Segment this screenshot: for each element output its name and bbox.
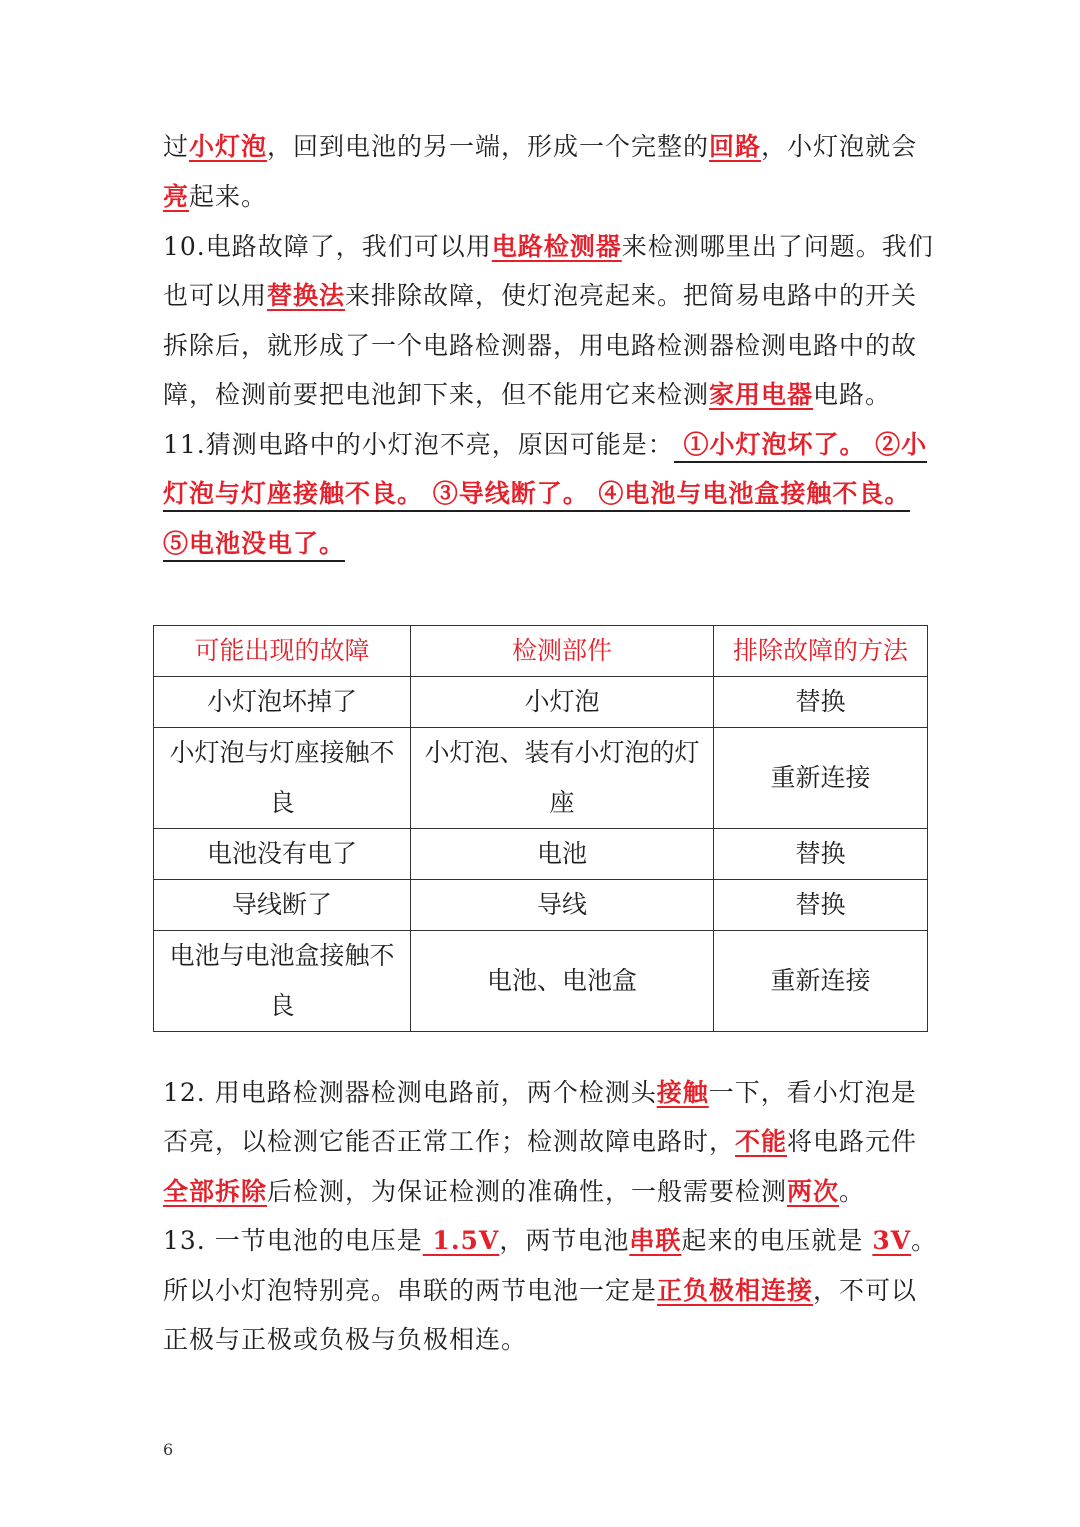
text-line: [163, 420, 927, 470]
text-segment: ，回到电池的另一端，形成一个完整的: [267, 132, 710, 161]
text-line: [163, 321, 917, 371]
cell-part: 电池: [411, 829, 714, 880]
highlighted-answer: 接触: [656, 1078, 709, 1107]
answer-blank: 灯泡与灯座接触不良。 ③导线断了。 ④电池与电池盒接触不良。: [163, 479, 910, 512]
text-segment: ，两节电池: [499, 1226, 630, 1255]
highlighted-answer: 替换法: [267, 281, 346, 310]
text-segment: 起来。: [189, 182, 268, 211]
text-segment: 过: [163, 132, 190, 161]
text-segment: 来检测哪里出了问题。我们: [621, 232, 934, 261]
cell-method: 替换: [714, 677, 928, 728]
text-segment: 障，检测前要把电池卸下来，但不能用它来检测: [163, 380, 710, 409]
text-segment: 也可以用: [163, 281, 268, 310]
table-row: [154, 931, 928, 1032]
highlighted-answer: 正负极相连接: [657, 1276, 814, 1305]
text-segment: 11.猜测电路中的小灯泡不亮，原因可能是：: [163, 430, 674, 459]
fault-table: [153, 625, 928, 1032]
highlighted-answer: 电路检测器: [491, 232, 622, 261]
text-segment: 拆除后，就形成了一个电路检测器，用电路检测器检测电路中的故: [163, 331, 918, 360]
cell-method: 重新连接: [714, 728, 928, 829]
text-line: [163, 519, 345, 569]
text-line: [163, 1068, 917, 1118]
highlighted-answer: 小灯泡: [189, 132, 268, 161]
text-segment: 12. 用电路检测器检测电路前，两个检测头: [163, 1078, 657, 1107]
cell-part: 电池、电池盒: [411, 931, 714, 1032]
cell-method: 重新连接: [714, 931, 928, 1032]
table-row: [154, 880, 928, 931]
cell-fault: 小灯泡与灯座接触不良: [154, 728, 411, 829]
text-segment: 否亮，以检测它能否正常工作；检测故障电路时，: [163, 1127, 736, 1156]
table-row: [154, 677, 928, 728]
text-segment: 来排除故障，使灯泡亮起来。把简易电路中的开关: [345, 281, 918, 310]
header-fault: 可能出现的故障: [154, 626, 411, 677]
text-line: [163, 1266, 917, 1316]
highlighted-answer: 3V: [872, 1226, 912, 1255]
text-segment: ，不可以: [813, 1276, 918, 1305]
highlighted-answer: 亮: [163, 182, 190, 211]
text-segment: 。: [911, 1226, 938, 1255]
cell-method: 替换: [714, 880, 928, 931]
text-segment: 将电路元件: [787, 1127, 918, 1156]
table-row: [154, 728, 928, 829]
text-line: [163, 1167, 865, 1217]
highlighted-answer: 不能: [735, 1127, 788, 1156]
text-line: [163, 122, 917, 172]
text-line: [163, 172, 267, 222]
cell-part: 导线: [411, 880, 714, 931]
highlighted-answer: 回路: [709, 132, 762, 161]
text-segment: 起来的电压就是: [681, 1226, 873, 1255]
table-row: [154, 829, 928, 880]
text-segment: 电路。: [813, 380, 892, 409]
page-number: 6: [163, 1440, 174, 1459]
cell-method: 替换: [714, 829, 928, 880]
table-header-row: [154, 626, 928, 677]
header-method: 排除故障的方法: [714, 626, 928, 677]
text-line: [163, 1216, 937, 1266]
highlighted-answer: 串联: [629, 1226, 682, 1255]
text-segment: 。: [839, 1177, 866, 1206]
text-segment: 13. 一节电池的电压是: [163, 1226, 423, 1255]
cell-fault: 电池与电池盒接触不良: [154, 931, 411, 1032]
answer-blank: ⑤电池没电了。: [163, 529, 345, 562]
cell-part: 小灯泡: [411, 677, 714, 728]
text-segment: 后检测，为保证检测的准确性，一般需要检测: [267, 1177, 788, 1206]
answer-blank: ①小灯泡坏了。 ②小: [674, 430, 927, 463]
cell-fault: 小灯泡坏掉了: [154, 677, 411, 728]
text-segment: 正极与正极或负极与负极相连。: [163, 1325, 528, 1354]
header-part: 检测部件: [411, 626, 714, 677]
text-line: [163, 370, 891, 420]
text-segment: 一下，看小灯泡是: [708, 1078, 917, 1107]
text-segment: ，小灯泡就会: [761, 132, 918, 161]
text-line: [163, 1117, 917, 1167]
highlighted-answer: 两次: [787, 1177, 840, 1206]
highlighted-answer: 全部拆除: [163, 1177, 268, 1206]
highlighted-answer: 1.5V: [422, 1226, 500, 1255]
text-line: [163, 1315, 527, 1365]
text-segment: 10.电路故障了，我们可以用: [163, 232, 492, 261]
text-line: [163, 271, 917, 321]
cell-fault: 导线断了: [154, 880, 411, 931]
text-line: [163, 469, 910, 519]
text-segment: 所以小灯泡特别亮。串联的两节电池一定是: [163, 1276, 658, 1305]
text-line: [163, 222, 934, 272]
cell-fault: 电池没有电了: [154, 829, 411, 880]
cell-part: 小灯泡、装有小灯泡的灯座: [411, 728, 714, 829]
highlighted-answer: 家用电器: [709, 380, 814, 409]
